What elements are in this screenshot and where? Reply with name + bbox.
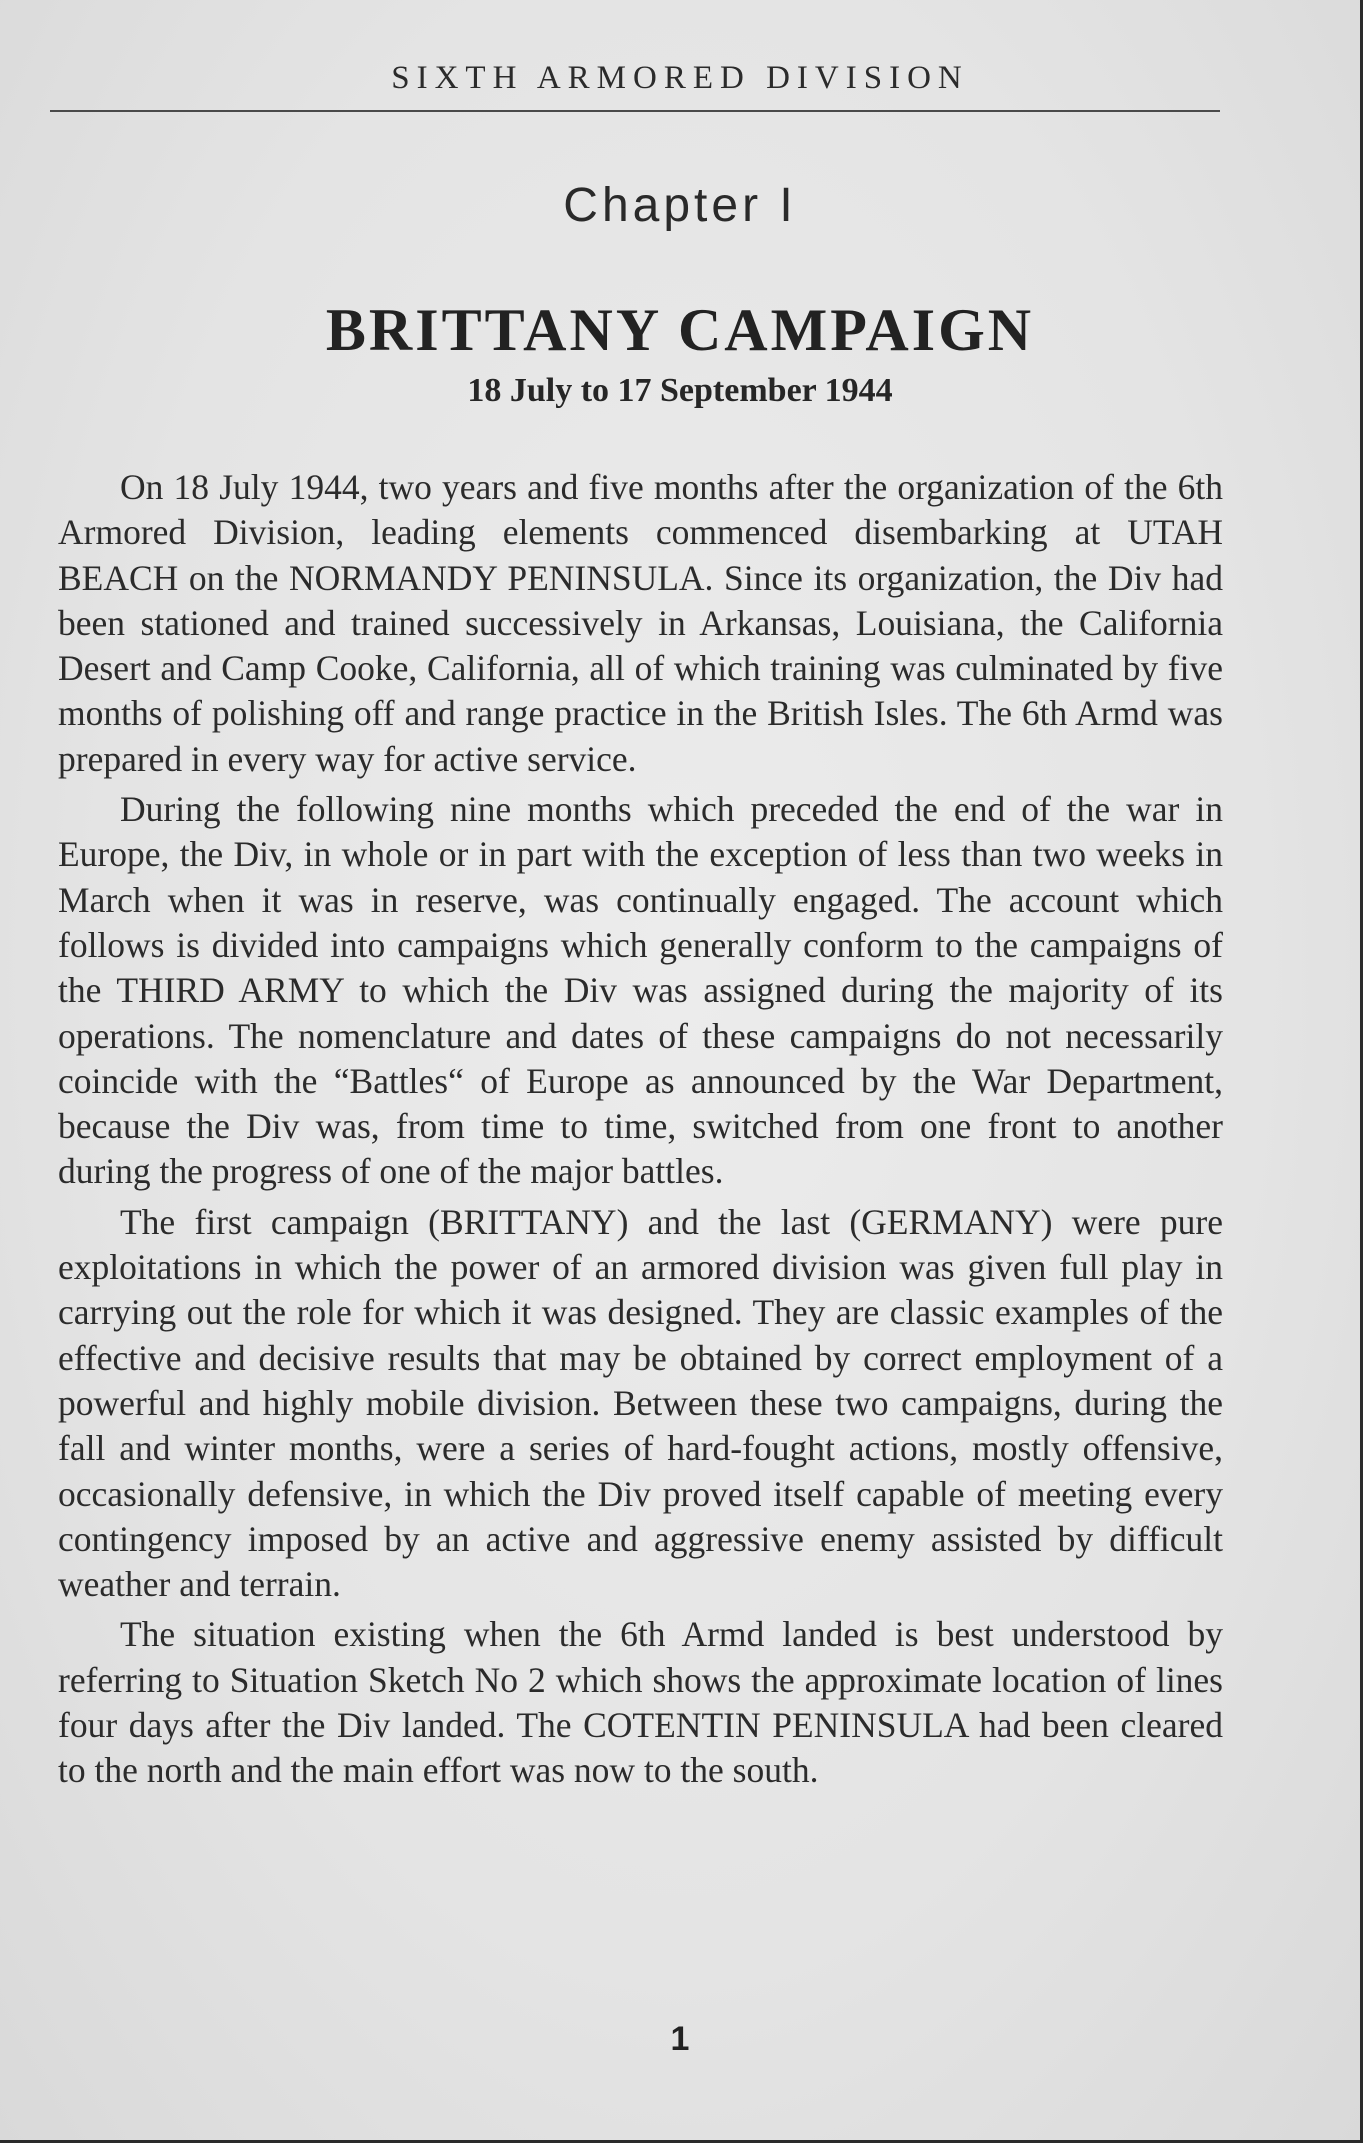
header-rule [50,110,1220,112]
campaign-dates: 18 July to 17 September 1944 [467,372,893,409]
running-head: SIXTH ARMORED DIVISION [391,60,969,96]
paragraph-1: On 18 July 1944, two years and five months after the organization of the 6th Armored Division, leading elements commenced disembarking at UTAH BEACH on the NORMANDY PENINSULA. Since its organization, the Div had been stationed and trained successively in Arkansas, Louisiana, the California Desert and Camp Cooke, California, all of which training was culminated by five months of polishing off and range practice in the British Isles. The 6th Armd was prepared in every way for active service. [58,467,1223,779]
paragraph-4: The situation existing when the 6th Armd landed is best understood by referring to Situation Sketch No 2 which shows the approximate location of lines four days after the Div landed. The COTENTIN PENINSULA had been cleared to the north and the main effort was now to the south. [58,1614,1223,1791]
chapter-heading: Chapter I [563,179,797,232]
paragraph-3: The first campaign (BRITTANY) and the last (GERMANY) were pure exploitations in which the power of an armored division was given full play in carrying out the role for which it was designed. They are classic examples of the effective and decisive results that may be obtained by correct employment of a powerful and highly mobile division. Between these two campaigns, during the fall and winter months, were a series of hard-fought actions, mostly offensive, occasionally defensive, in which the Div proved itself capable of meeting every contingency imposed by an active and aggressive enemy assisted by difficult weather and terrain. [58,1201,1223,1605]
campaign-title: BRITTANY CAMPAIGN [325,297,1035,363]
page-number: 1 [670,2020,690,2058]
chapter-body [58,465,1223,1799]
paragraph-2: During the following nine months which preceded the end of the war in Europe, the Div, in whole or in part with the exception of less than two weeks in March when it was in reserve, was continually engaged. The account which follows is divided into campaigns which generally conform to the campaigns of the THIRD ARMY to which the Div was assigned during the majority of its operations. The nomenclature and dates of these campaigns do not necessarily coincide with the “Battles“ of Europe as announced by the War Department, because the Div was, from time to time, switched from one front to another during the progress of one of the major battles. [58,789,1223,1192]
